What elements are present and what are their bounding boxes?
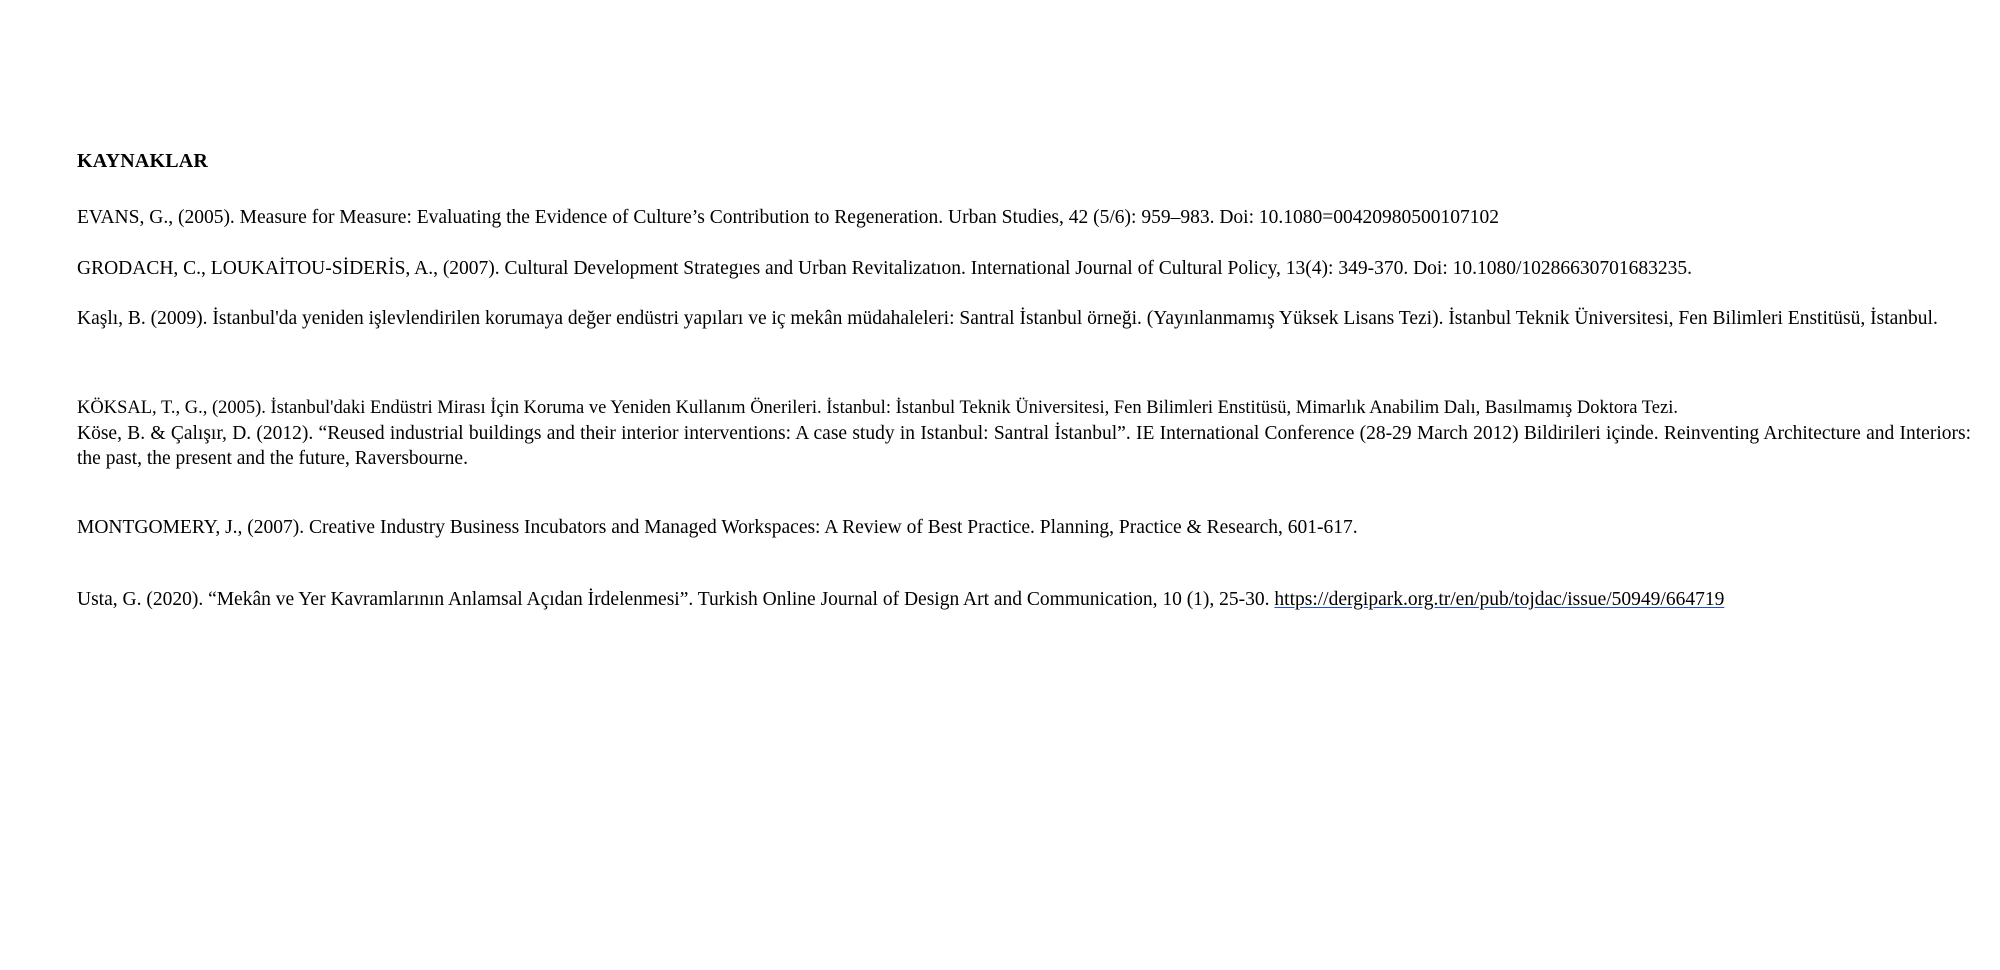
references-heading: KAYNAKLAR [77,150,209,172]
reference-kose: Köse, B. & Çalışır, D. (2012). “Reused industrial buildings and their interior interventions: A case study in Istanbul: Santral İstanbul”. IE International Conference (28-29 March 2012) Bildirileri içinde. Reinventing Architecture and Interiors: the past, the present and the future, Raversbourne. [77,423,1971,469]
reference-koksal: KÖKSAL, T., G., (2005). İstanbul'daki Endüstri Mirası İçin Koruma ve Yeniden Kullanım Önerileri. İstanbul: İstanbul Teknik Üniversitesi, Fen Bilimleri Enstitüsü, Mimarlık Anabilim Dalı, Basılmamış Doktora Tezi. [77,398,1678,418]
reference-grodach: GRODACH, C., LOUKAİTOU-SİDERİS, A., (2007). Cultural Development Strategıes and Urban Revitalizatıon. International Journal of Cultural Policy, 13(4): 349-370. Doi: 10.1080/10286630701683235. [77,258,1693,279]
reference-evans: EVANS, G., (2005). Measure for Measure: Evaluating the Evidence of Culture’s Contribution to Regeneration. Urban Studies, 42 (5/6): 959–983. Doi: 10.1080=00420980500107102 [77,207,1500,228]
reference-kasli: Kaşlı, B. (2009). İstanbul'da yeniden işlevlendirilen korumaya değer endüstri yapıları ve iç mekân müdahaleleri: Santral İstanbul örneği. (Yayınlanmamış Yüksek Lisans Tezi). İstanbul Teknik Üniversitesi, Fen Bilimleri Enstitüsü, İstanbul. [77,308,1938,329]
reference-usta-text: Usta, G. (2020). “Mekân ve Yer Kavramlarının Anlamsal Açıdan İrdelenmesi”. Turkish Online Journal of Design Art and Communication, 10 (1), 25-30. [77,589,1275,610]
reference-montgomery: MONTGOMERY, J., (2007). Creative Industry Business Incubators and Managed Workspaces: A Review of Best Practice. Planning, Practice & Research, 601-617. [77,517,1358,538]
reference-usta-link[interactable]: https://dergipark.org.tr/en/pub/tojdac/issue/50949/664719 [1274,589,1725,610]
reference-usta [77,587,1971,612]
